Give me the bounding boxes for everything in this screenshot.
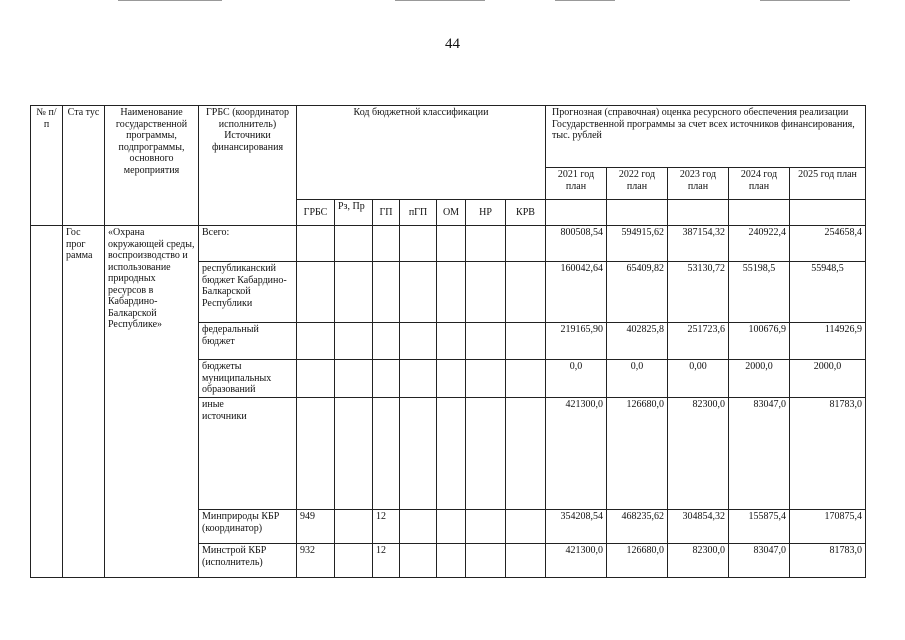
value-cell: 82300,0 [668, 544, 729, 578]
source-other: иные источники [199, 398, 297, 510]
header-code-grbs: ГРБС [297, 200, 335, 226]
value-cell: 53130,72 [668, 262, 729, 323]
header-code-rzpr: Рз, Пр [335, 200, 373, 226]
value-cell: 219165,90 [546, 323, 607, 360]
value-cell: 81783,0 [790, 398, 866, 510]
value-cell: 0,0 [607, 360, 668, 398]
program-name: «Охрана окружающей среды, воспроизводство и использование природных ресурсов в Кабардино-Балкарской Республике» [105, 226, 199, 578]
page-number: 44 [445, 36, 460, 52]
value-cell: 65409,82 [607, 262, 668, 323]
value-cell: 55948,5 [790, 262, 866, 323]
header-num: № п/п [31, 106, 63, 226]
value-cell: 114926,9 [790, 323, 866, 360]
header-budget-code: Код бюджетной классификации [297, 106, 546, 200]
value-cell: 0,00 [668, 360, 729, 398]
program-status: Гос прог рамма [63, 226, 105, 578]
value-cell: 100676,9 [729, 323, 790, 360]
header-year-2025: 2025 год план [790, 168, 866, 200]
value-cell: 126680,0 [607, 544, 668, 578]
value-cell: 594915,62 [607, 226, 668, 262]
value-cell: 2000,0 [729, 360, 790, 398]
header-code-om: ОМ [437, 200, 466, 226]
value-cell: 251723,6 [668, 323, 729, 360]
value-cell: 155875,4 [729, 510, 790, 544]
source-republican: республиканский бюджет Кабардино-Балкарской Республики [199, 262, 297, 323]
value-cell: 421300,0 [546, 544, 607, 578]
resource-table [30, 105, 866, 578]
table-row: Минстрой КБР (исполнитель) 932 12 421300,0 126680,0 82300,0 83047,0 81783,0 [31, 544, 866, 578]
value-cell: 254658,4 [790, 226, 866, 262]
source-minprirody: Минприроды КБР (координатор) [199, 510, 297, 544]
value-cell: 468235,62 [607, 510, 668, 544]
value-cell: 421300,0 [546, 398, 607, 510]
value-cell: 82300,0 [668, 398, 729, 510]
header-code-gp: ГП [373, 200, 400, 226]
header-forecast: Прогнозная (справочная) оценка ресурсного обеспечения реализации Государственной программы за счет всех источников финансирования, тыс. рублей [546, 106, 866, 168]
value-cell: 55198,5 [729, 262, 790, 323]
header-year-2022: 2022 год план [607, 168, 668, 200]
value-cell: 81783,0 [790, 544, 866, 578]
value-cell: 800508,54 [546, 226, 607, 262]
value-cell: 2000,0 [790, 360, 866, 398]
header-code-nr: НР [466, 200, 506, 226]
header-year-2021: 2021 год план [546, 168, 607, 200]
source-total: Всего: [199, 226, 297, 262]
header-grbs: ГРБС (координатор исполнитель) Источники финансирования [199, 106, 297, 226]
value-cell: 354208,54 [546, 510, 607, 544]
value-cell: 387154,32 [668, 226, 729, 262]
value-cell: 83047,0 [729, 398, 790, 510]
header-code-krv: КРВ [506, 200, 546, 226]
scan-artifacts [0, 0, 905, 4]
table-row [31, 226, 866, 262]
source-minstroy: Минстрой КБР (исполнитель) [199, 544, 297, 578]
header-code-pgp: пГП [400, 200, 437, 226]
program-num [31, 226, 63, 578]
source-municipal: бюджеты муниципальных образований [199, 360, 297, 398]
value-cell: 170875,4 [790, 510, 866, 544]
header-name: Наименование государственной программы, подпрограммы, основного мероприятия [105, 106, 199, 226]
value-cell: 126680,0 [607, 398, 668, 510]
source-federal: федеральный бюджет [199, 323, 297, 360]
value-cell: 83047,0 [729, 544, 790, 578]
value-cell: 240922,4 [729, 226, 790, 262]
header-year-2023: 2023 год план [668, 168, 729, 200]
value-cell: 0,0 [546, 360, 607, 398]
header-status: Ста тус [63, 106, 105, 226]
value-cell: 402825,8 [607, 323, 668, 360]
table-row: Минприроды КБР (координатор) 949 12 354208,54 468235,62 304854,32 155875,4 170875,4 [31, 510, 866, 544]
value-cell: 160042,64 [546, 262, 607, 323]
header-year-2024: 2024 год план [729, 168, 790, 200]
value-cell: 304854,32 [668, 510, 729, 544]
